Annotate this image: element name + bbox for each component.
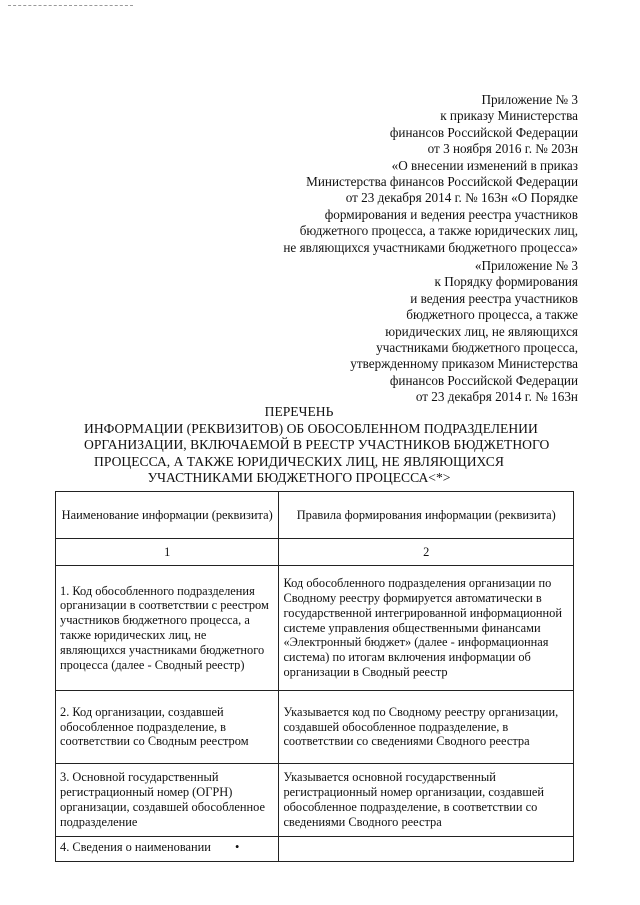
requisite-name: 1. Код обособленного подразделения организации в соответствии с реестром участников бюджетного процесса, а также юридических лиц, не являющихся участниками бюджетного процесса (далее - Сводный реестр) — [56, 566, 279, 691]
annex1-line: Приложение № 3 — [481, 92, 578, 107]
requisite-rule: Указывается основной государственный регистрационный номер организации, создавшей обособленное подразделение, в соответствии со сведениями Сводного реестра — [279, 764, 574, 837]
requisite-rule: Код обособленного подразделения организации по Сводному реестру формируется автоматически в государственной интегрированной информационной системе управления общественными финансами «Электронный бюджет» (далее - информационная система) по итогам включения информации об организации в Сводный реестр — [279, 566, 574, 691]
table-row — [56, 691, 574, 764]
title-line: ОРГАНИЗАЦИИ, ВКЛЮЧАЕМОЙ В РЕЕСТР УЧАСТНИКОВ БЮДЖЕТНОГО — [84, 437, 550, 453]
annex1-line: к приказу Министерства — [440, 108, 578, 124]
column-number: 1 — [56, 539, 279, 566]
requisite-name-cell — [56, 837, 279, 862]
table-row — [56, 837, 574, 862]
annex2-line: участниками бюджетного процесса, — [376, 340, 578, 356]
annex2-line: от 23 декабря 2014 г. № 163н — [415, 389, 578, 405]
annex-header-procedure — [350, 258, 578, 406]
annex2-line: «Приложение № 3 — [474, 258, 578, 273]
annex1-line: Министерства финансов Российской Федерации — [306, 174, 578, 190]
document-title — [84, 404, 550, 487]
requisite-rule — [279, 837, 574, 862]
annex2-line: бюджетного процесса, а также — [406, 307, 578, 323]
requisite-name: 2. Код организации, создавшей обособленное подразделение, в соответствии со Сводным реестром — [56, 691, 279, 764]
requisite-rule: Указывается код по Сводному реестру организации, создавшей обособленное подразделение, в соответствии со сведениями Сводного реестра — [279, 691, 574, 764]
title-line: ПРОЦЕССА, А ТАКЖЕ ЮРИДИЧЕСКИХ ЛИЦ, НЕ ЯВЛЯЮЩИХСЯ — [94, 453, 504, 469]
annex1-line: от 23 декабря 2014 г. № 163н «О Порядке — [345, 190, 578, 206]
annex1-line: не являющихся участниками бюджетного процесса» — [283, 239, 578, 255]
annex1-line: бюджетного процесса, а также юридических лиц, — [299, 223, 578, 239]
header-rule-column: Правила формирования информации (реквизита) — [279, 492, 574, 539]
scan-dot-mark: • — [234, 840, 240, 854]
title-line: УЧАСТНИКАМИ БЮДЖЕТНОГО ПРОЦЕССА<*> — [147, 470, 451, 486]
annex2-line: и ведения реестра участников — [410, 290, 578, 306]
annex2-line: финансов Российской Федерации — [389, 372, 578, 388]
annex1-line: «О внесении изменений в приказ — [391, 157, 578, 173]
annex1-line: от 3 ноября 2016 г. № 203н — [427, 141, 578, 157]
requisite-name: 3. Основной государственный регистрационный номер (ОГРН) организации, создавшей обособленное подразделение — [56, 764, 279, 837]
header-name-column: Наименование информации (реквизита) — [56, 492, 279, 539]
column-number-row — [56, 539, 574, 566]
title-line: ИНФОРМАЦИИ (РЕКВИЗИТОВ) ОБ ОБОСОБЛЕННОМ ПОДРАЗДЕЛЕНИИ — [84, 420, 538, 436]
column-number: 2 — [279, 539, 574, 566]
annex1-line: формирования и ведения реестра участников — [324, 206, 578, 222]
annex2-line: утвержденному приказом Министерства — [350, 356, 578, 372]
scan-artifact-line — [8, 5, 133, 6]
requisites-table — [55, 491, 574, 862]
table-row — [56, 566, 574, 691]
annex1-line: финансов Российской Федерации — [389, 124, 578, 140]
annex2-line: юридических лиц, не являющихся — [385, 323, 578, 339]
table-header-row — [56, 492, 574, 539]
annex-header-order — [283, 92, 578, 256]
title-line: ПЕРЕЧЕНЬ — [264, 404, 334, 419]
requisite-name: 4. Сведения о наименовании — [60, 840, 211, 854]
annex2-line: к Порядку формирования — [434, 274, 578, 290]
table-row — [56, 764, 574, 837]
